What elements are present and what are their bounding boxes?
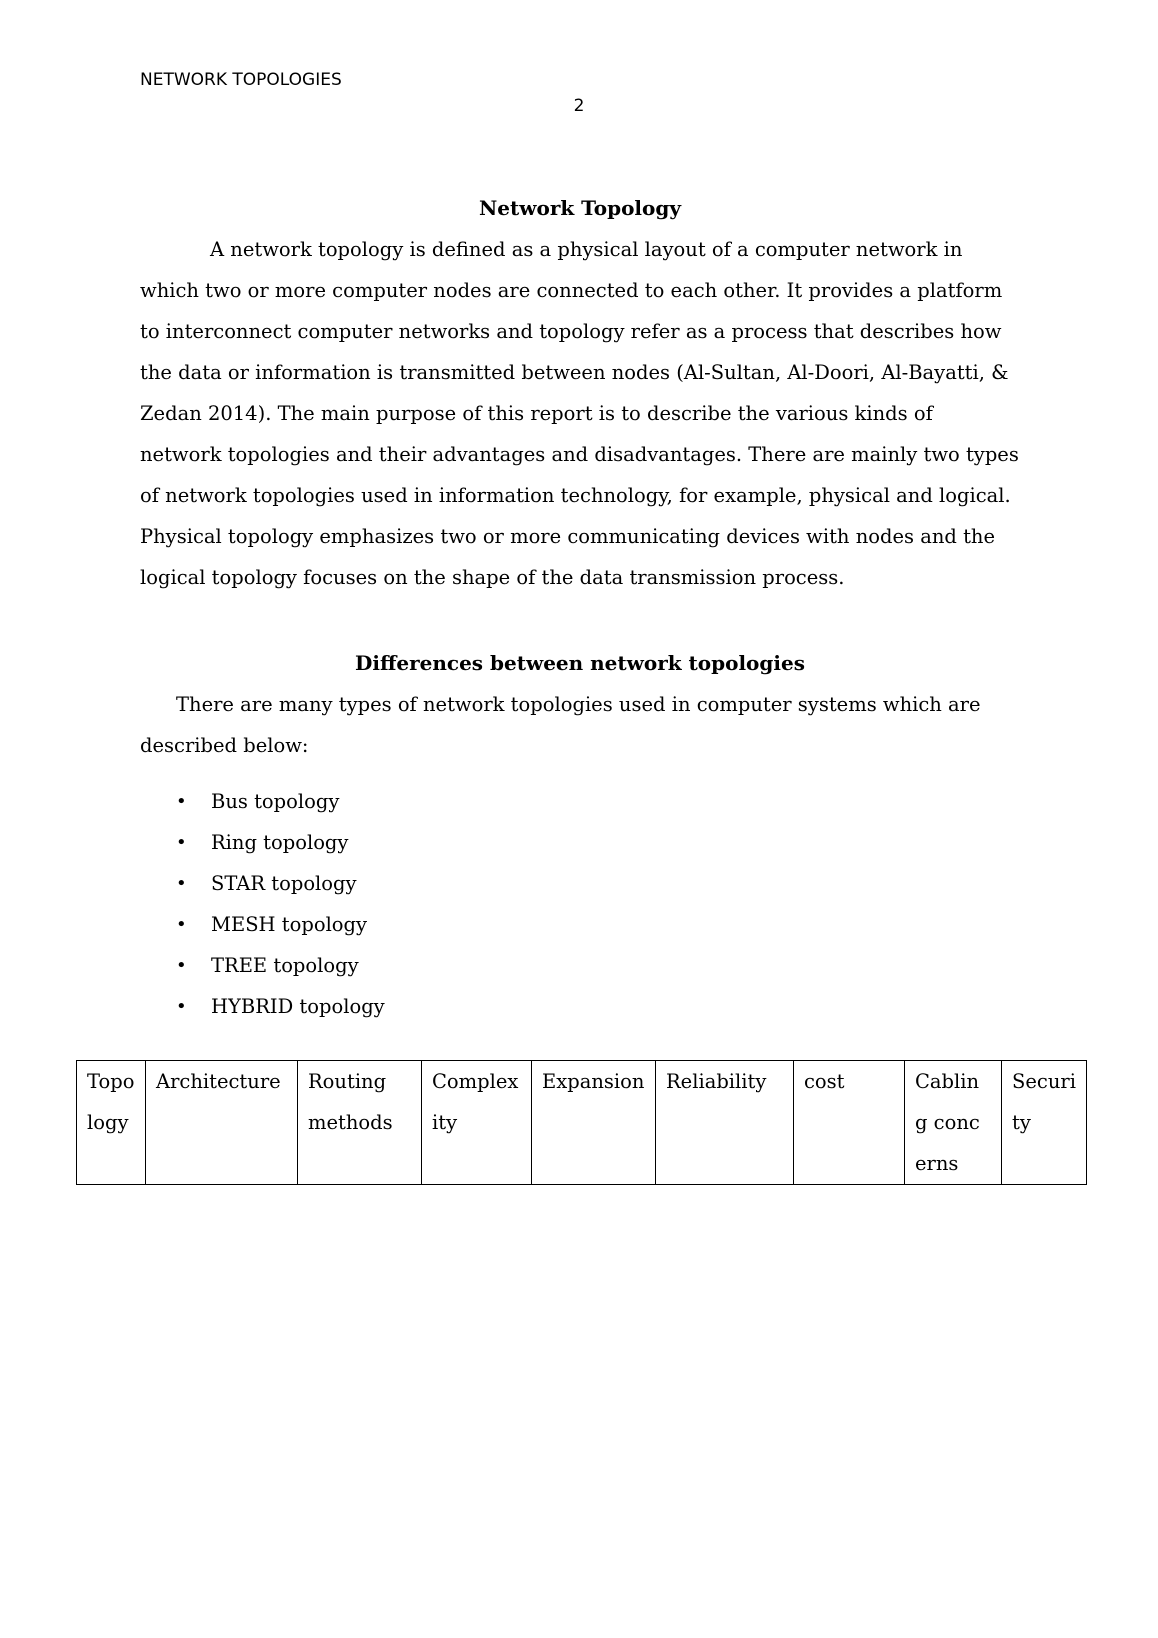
bullet-icon: • [176, 914, 187, 935]
paragraph-differences-intro: There are many types of network topologies used in computer systems which are described below: [140, 693, 981, 757]
paragraph-network-topology: A network topology is defined as a physical layout of a computer network in which two or more computer nodes are connected to each other. It provides a platform to interconnect computer networks and topology refer as a process that describes how the data or information is transmitted between nodes (Al-Sultan, Al-Doori, Al-Bayatti, & Zedan 2014). The main purpose of this report is to describe the various kinds of network topologies and their advantages and disadvantages. There are mainly two types of network topologies used in information technology, for example, physical and logical. Physical topology emphasizes two or more communicating devices with nodes and the logical topology focuses on the shape of the data transmission process. [140, 238, 1019, 589]
list-item [140, 822, 1020, 863]
column-header-routing-methods: Routing methods [298, 1061, 422, 1185]
topology-comparison-table [76, 1060, 1087, 1185]
column-header-cost: cost [794, 1061, 905, 1185]
column-header-complexity: Complexity [422, 1061, 532, 1185]
section-title-differences: Differences between network topologies [355, 651, 805, 675]
list-item [140, 904, 1020, 945]
column-header-expansion: Expansion [532, 1061, 656, 1185]
running-head: NETWORK TOPOLOGIES [140, 70, 342, 90]
list-item [140, 781, 1020, 822]
list-item-label: STAR topology [211, 872, 357, 895]
bullet-icon: • [176, 996, 187, 1017]
list-item-label: TREE topology [211, 954, 359, 977]
page-number: 2 [573, 96, 585, 116]
document-body [140, 188, 1020, 1027]
bullet-icon: • [176, 955, 187, 976]
list-item-label: Bus topology [211, 790, 340, 813]
section-spacer [140, 598, 1020, 643]
list-item [140, 863, 1020, 904]
column-header-reliability: Reliability [656, 1061, 794, 1185]
section-title-network-topology: Network Topology [479, 196, 681, 220]
bullet-icon: • [176, 873, 187, 894]
list-item [140, 945, 1020, 986]
bullet-icon: • [176, 832, 187, 853]
column-header-security: Security [1002, 1061, 1087, 1185]
list-item [140, 986, 1020, 1027]
list-item-label: HYBRID topology [211, 995, 385, 1018]
list-item-label: Ring topology [211, 831, 349, 854]
topology-list [140, 781, 1020, 1027]
bullet-icon: • [176, 791, 187, 812]
table-header-row [77, 1061, 1087, 1185]
column-header-architecture: Architecture [146, 1061, 298, 1185]
column-header-topology: Topology [77, 1061, 146, 1185]
column-header-cabling-concerns: Cabling concerns [905, 1061, 1002, 1185]
list-item-label: MESH topology [211, 913, 368, 936]
